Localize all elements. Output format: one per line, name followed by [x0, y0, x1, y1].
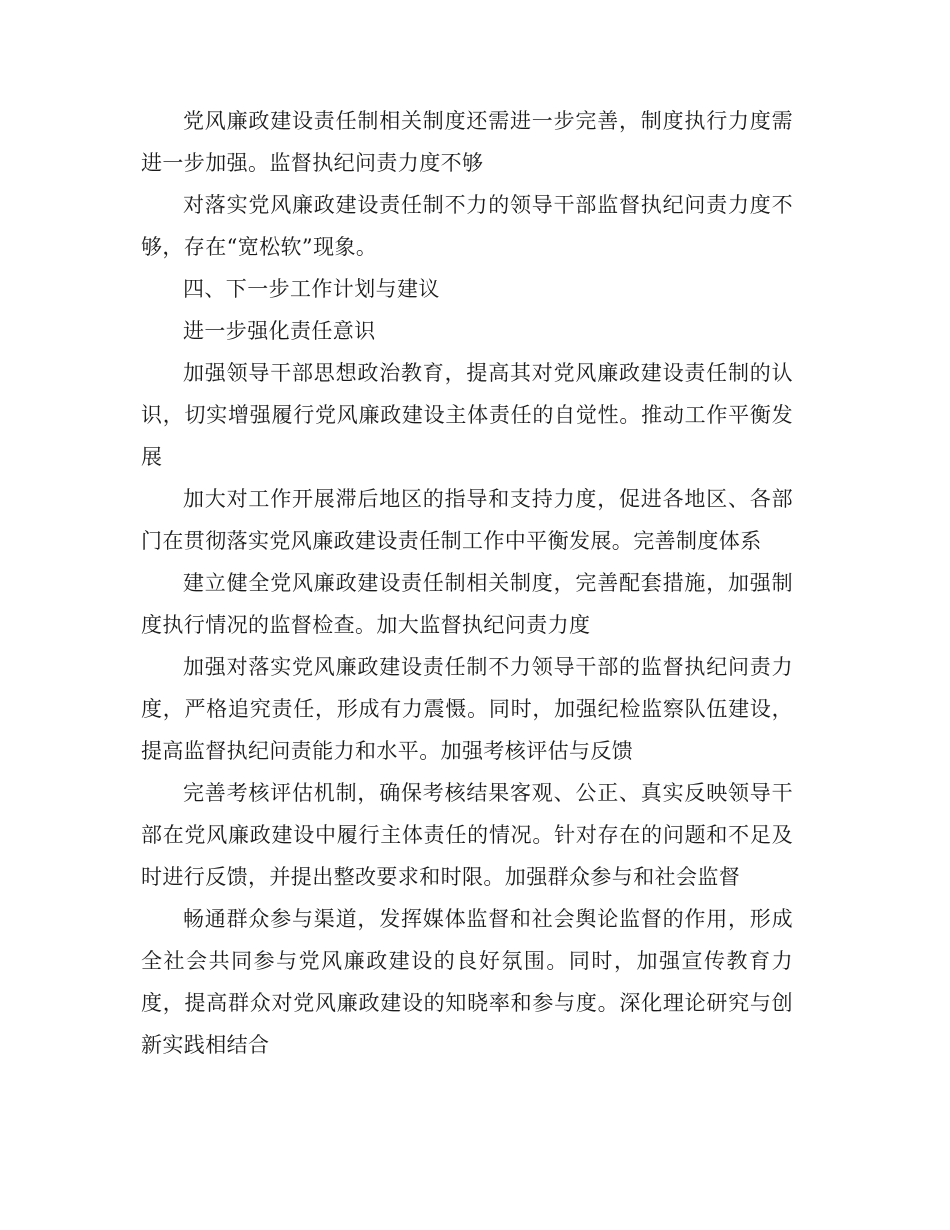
paragraph: 加大对工作开展滞后地区的指导和支持力度，促进各地区、各部门在贯彻落实党风廉政建设责任制工作中平衡发展。完善制度体系	[141, 487, 793, 553]
paragraph: 建立健全党风廉政建设责任制相关制度，完善配套措施，加强制度执行情况的监督检查。加大监督执纪问责力度	[141, 571, 793, 637]
paragraph: 畅通群众参与渠道，发挥媒体监督和社会舆论监督的作用，形成全社会共同参与党风廉政建设的良好氛围。同时，加强宣传教育力度，提高群众对党风廉政建设的知晓率和参与度。深化理论研究与创新实践相结合	[141, 907, 793, 1057]
paragraph: 党风廉政建设责任制相关制度还需进一步完善，制度执行力度需进一步加强。监督执纪问责力度不够	[141, 109, 793, 175]
paragraph: 对落实党风廉政建设责任制不力的领导干部监督执纪问责力度不够，存在“宽松软”现象。	[141, 193, 793, 259]
document-body	[141, 100, 793, 1066]
subheading: 进一步强化责任意识	[183, 319, 376, 343]
section-heading: 四、下一步工作计划与建议	[183, 277, 440, 301]
paragraph: 加强对落实党风廉政建设责任制不力领导干部的监督执纪问责力度，严格追究责任，形成有力震慑。同时，加强纪检监察队伍建设，提高监督执纪问责能力和水平。加强考核评估与反馈	[141, 655, 793, 763]
paragraph: 加强领导干部思想政治教育，提高其对党风廉政建设责任制的认识，切实增强履行党风廉政建设主体责任的自觉性。推动工作平衡发展	[141, 361, 793, 469]
paragraph: 完善考核评估机制，确保考核结果客观、公正、真实反映领导干部在党风廉政建设中履行主体责任的情况。针对存在的问题和不足及时进行反馈，并提出整改要求和时限。加强群众参与和社会监督	[141, 781, 793, 889]
